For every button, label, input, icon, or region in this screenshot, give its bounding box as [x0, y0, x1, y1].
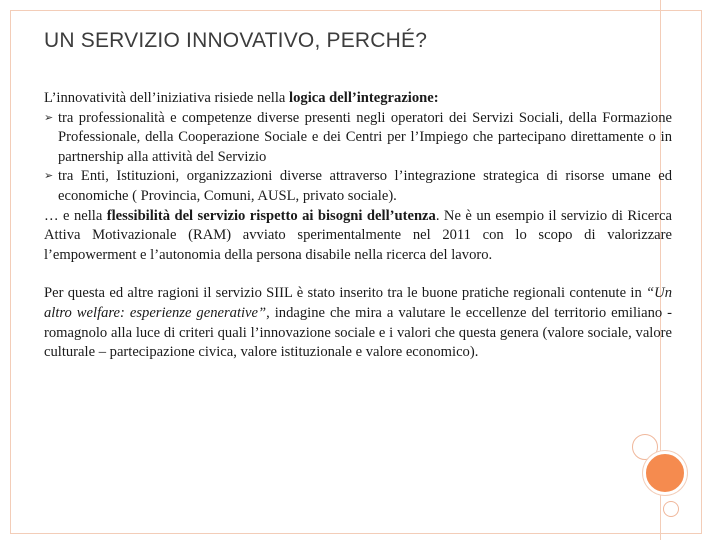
- slide-title: UN SERVIZIO INNOVATIVO, PERCHÉ?: [44, 29, 428, 52]
- flex-pre: … e nella: [44, 207, 107, 224]
- closing-italic: “Un altro welfare: esperienze generative”: [44, 285, 672, 321]
- paragraph-gap: [44, 265, 672, 284]
- bullet-item-institutions: [44, 167, 672, 206]
- bullet-item-professionals: [44, 109, 672, 168]
- slide-body: [44, 89, 672, 363]
- arrow-bullet-icon: ➢: [44, 170, 54, 183]
- bullet-text: tra professionalità e competenze diverse presenti negli operatori dei Servizi Sociali, della Formazione Professionale, della Cooperazione Sociale e dei Centri per l’Impiego che partecipano direttamente o in partnership alla attività del Servizio: [58, 109, 672, 165]
- closing-pre: Per questa ed altre ragioni il servizio SIIL è stato inserito tra le buone pratiche regionali contenute in: [44, 285, 647, 302]
- flexibility-paragraph: [44, 207, 672, 266]
- closing-post: , indagine che mira a valutare le eccellenze del territorio emiliano - romagnolo alla luce di criteri quali l’innovazione sociale e i valori che questa genera (valore sociale, valore culturale – partecipazione civica, valore istituzionale e valore economico).: [44, 304, 672, 361]
- decorative-circle-orange: [643, 451, 687, 495]
- closing-paragraph: [44, 284, 672, 362]
- flex-post: . Ne è un esempio il servizio di Ricerca Attiva Motivazionale (RAM) avviato sperimentalmente nel 2011 con lo scopo di valorizzare l’empowerment e l’autonomia della persona disabile nella ricerca del lavoro.: [44, 207, 672, 263]
- intro-paragraph: [44, 89, 672, 109]
- decorative-circle-bottom: [663, 501, 679, 517]
- intro-bold: logica dell’integrazione:: [289, 90, 439, 106]
- intro-text: L’innovatività dell’iniziativa risiede nella: [44, 90, 290, 106]
- flex-bold: flessibilità del servizio rispetto ai bisogni dell’utenza: [106, 207, 436, 224]
- bullet-text: tra Enti, Istituzioni, organizzazioni diverse attraverso l’integrazione strategica di risorse umane ed economiche ( Provincia, Comuni, AUSL, privato sociale).: [58, 168, 672, 204]
- arrow-bullet-icon: ➢: [44, 111, 54, 124]
